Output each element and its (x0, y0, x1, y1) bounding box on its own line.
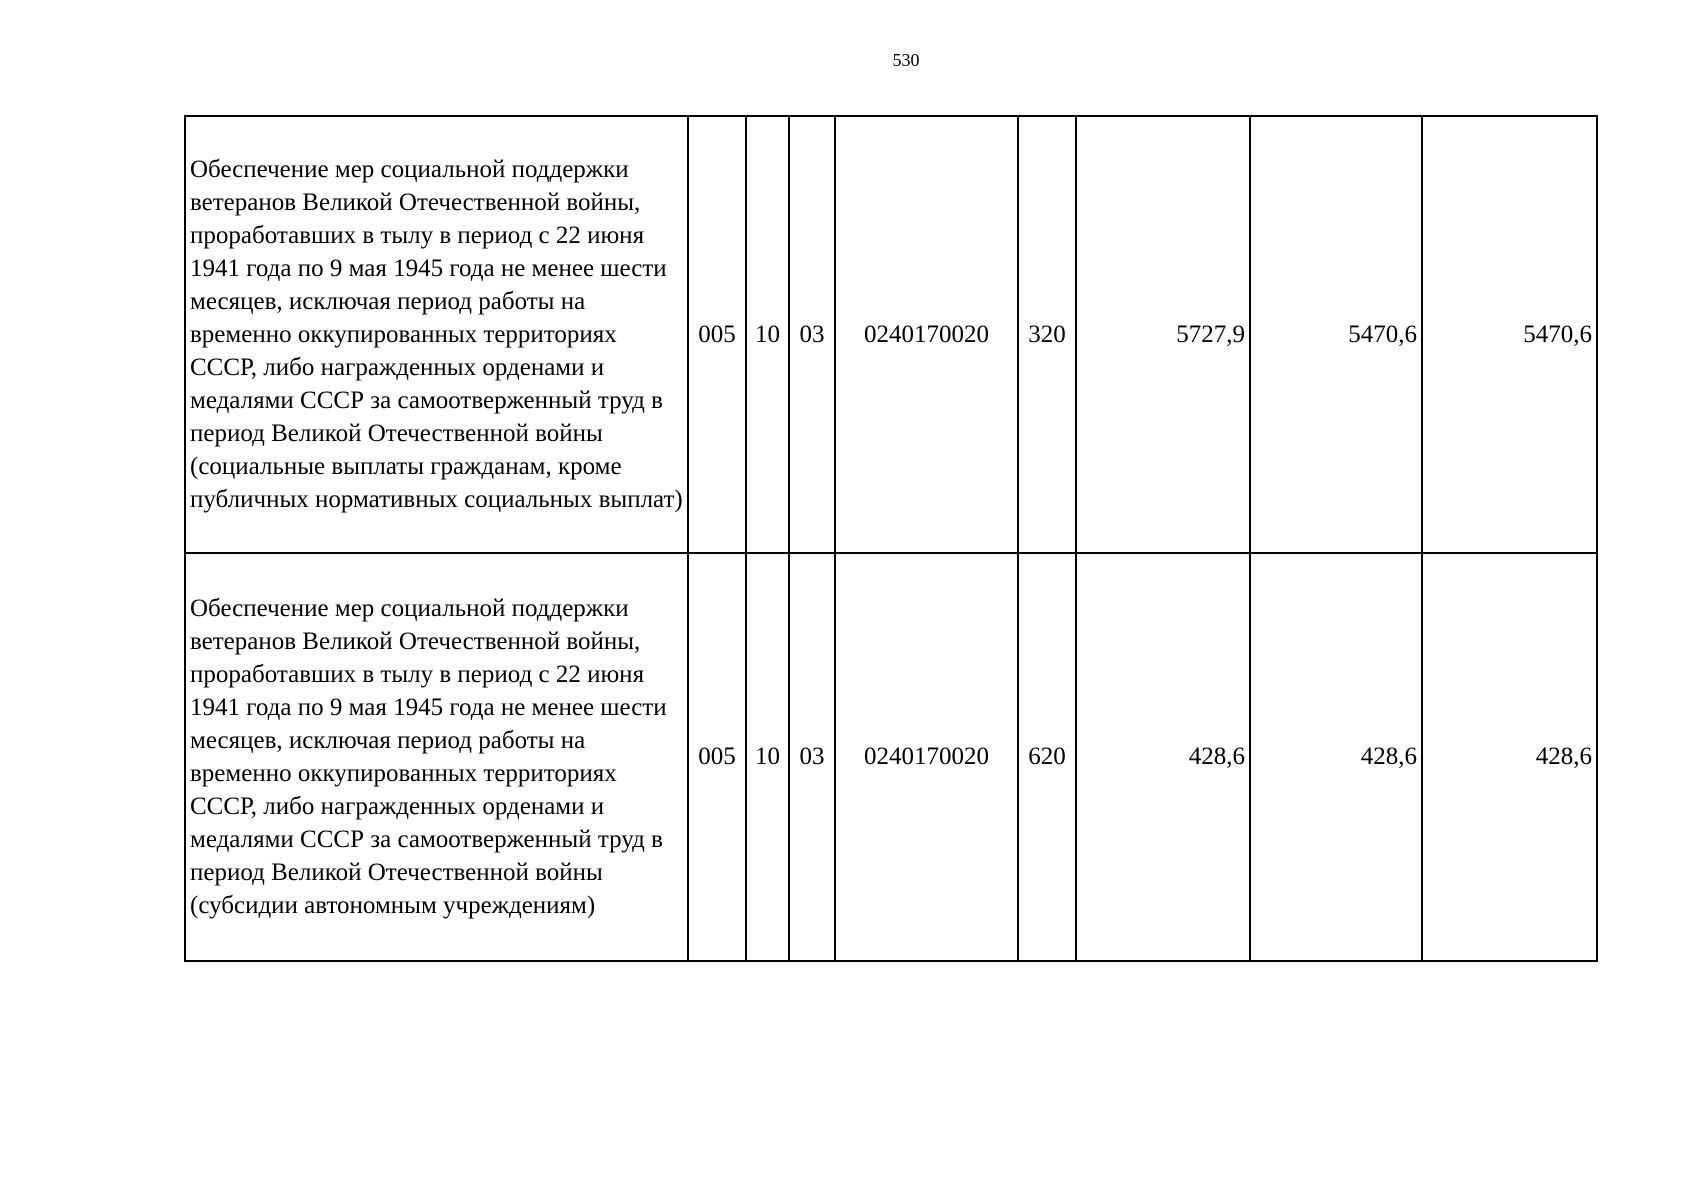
table-row (185, 116, 1597, 553)
target-article-code: 0240170020 (835, 116, 1018, 553)
subsection-code: 03 (789, 553, 835, 961)
table-row (185, 553, 1597, 961)
budget-table (184, 115, 1598, 962)
section-code: 10 (746, 553, 789, 961)
amount-year-3: 5470,6 (1422, 116, 1597, 553)
amount-year-3: 428,6 (1422, 553, 1597, 961)
expense-type-code: 320 (1018, 116, 1076, 553)
section-code: 10 (746, 116, 789, 553)
ministry-code: 005 (688, 116, 746, 553)
ministry-code: 005 (688, 553, 746, 961)
row-description: Обеспечение мер социальной поддержки ветеранов Великой Отечественной войны, проработавших в тылу в период с 22 июня 1941 года по 9 мая 1945 года не менее шести месяцев, исключая период работы на временно оккупированных территориях СССР, либо награжденных орденами и медалями СССР за самоотверженный труд в период Великой Отечественной войны (субсидии автономным учреждениям) (185, 553, 688, 961)
target-article-code: 0240170020 (835, 553, 1018, 961)
row-description: Обеспечение мер социальной поддержки ветеранов Великой Отечественной войны, проработавших в тылу в период с 22 июня 1941 года по 9 мая 1945 года не менее шести месяцев, исключая период работы на временно оккупированных территориях СССР, либо награжденных орденами и медалями СССР за самоотверженный труд в период Великой Отечественной войны (социальные выплаты гражданам, кроме публичных нормативных социальных выплат) (185, 116, 688, 553)
amount-year-2: 5470,6 (1250, 116, 1422, 553)
expense-type-code: 620 (1018, 553, 1076, 961)
amount-year-1: 428,6 (1076, 553, 1250, 961)
amount-year-2: 428,6 (1250, 553, 1422, 961)
amount-year-1: 5727,9 (1076, 116, 1250, 553)
page-number: 530 (892, 50, 920, 70)
subsection-code: 03 (789, 116, 835, 553)
